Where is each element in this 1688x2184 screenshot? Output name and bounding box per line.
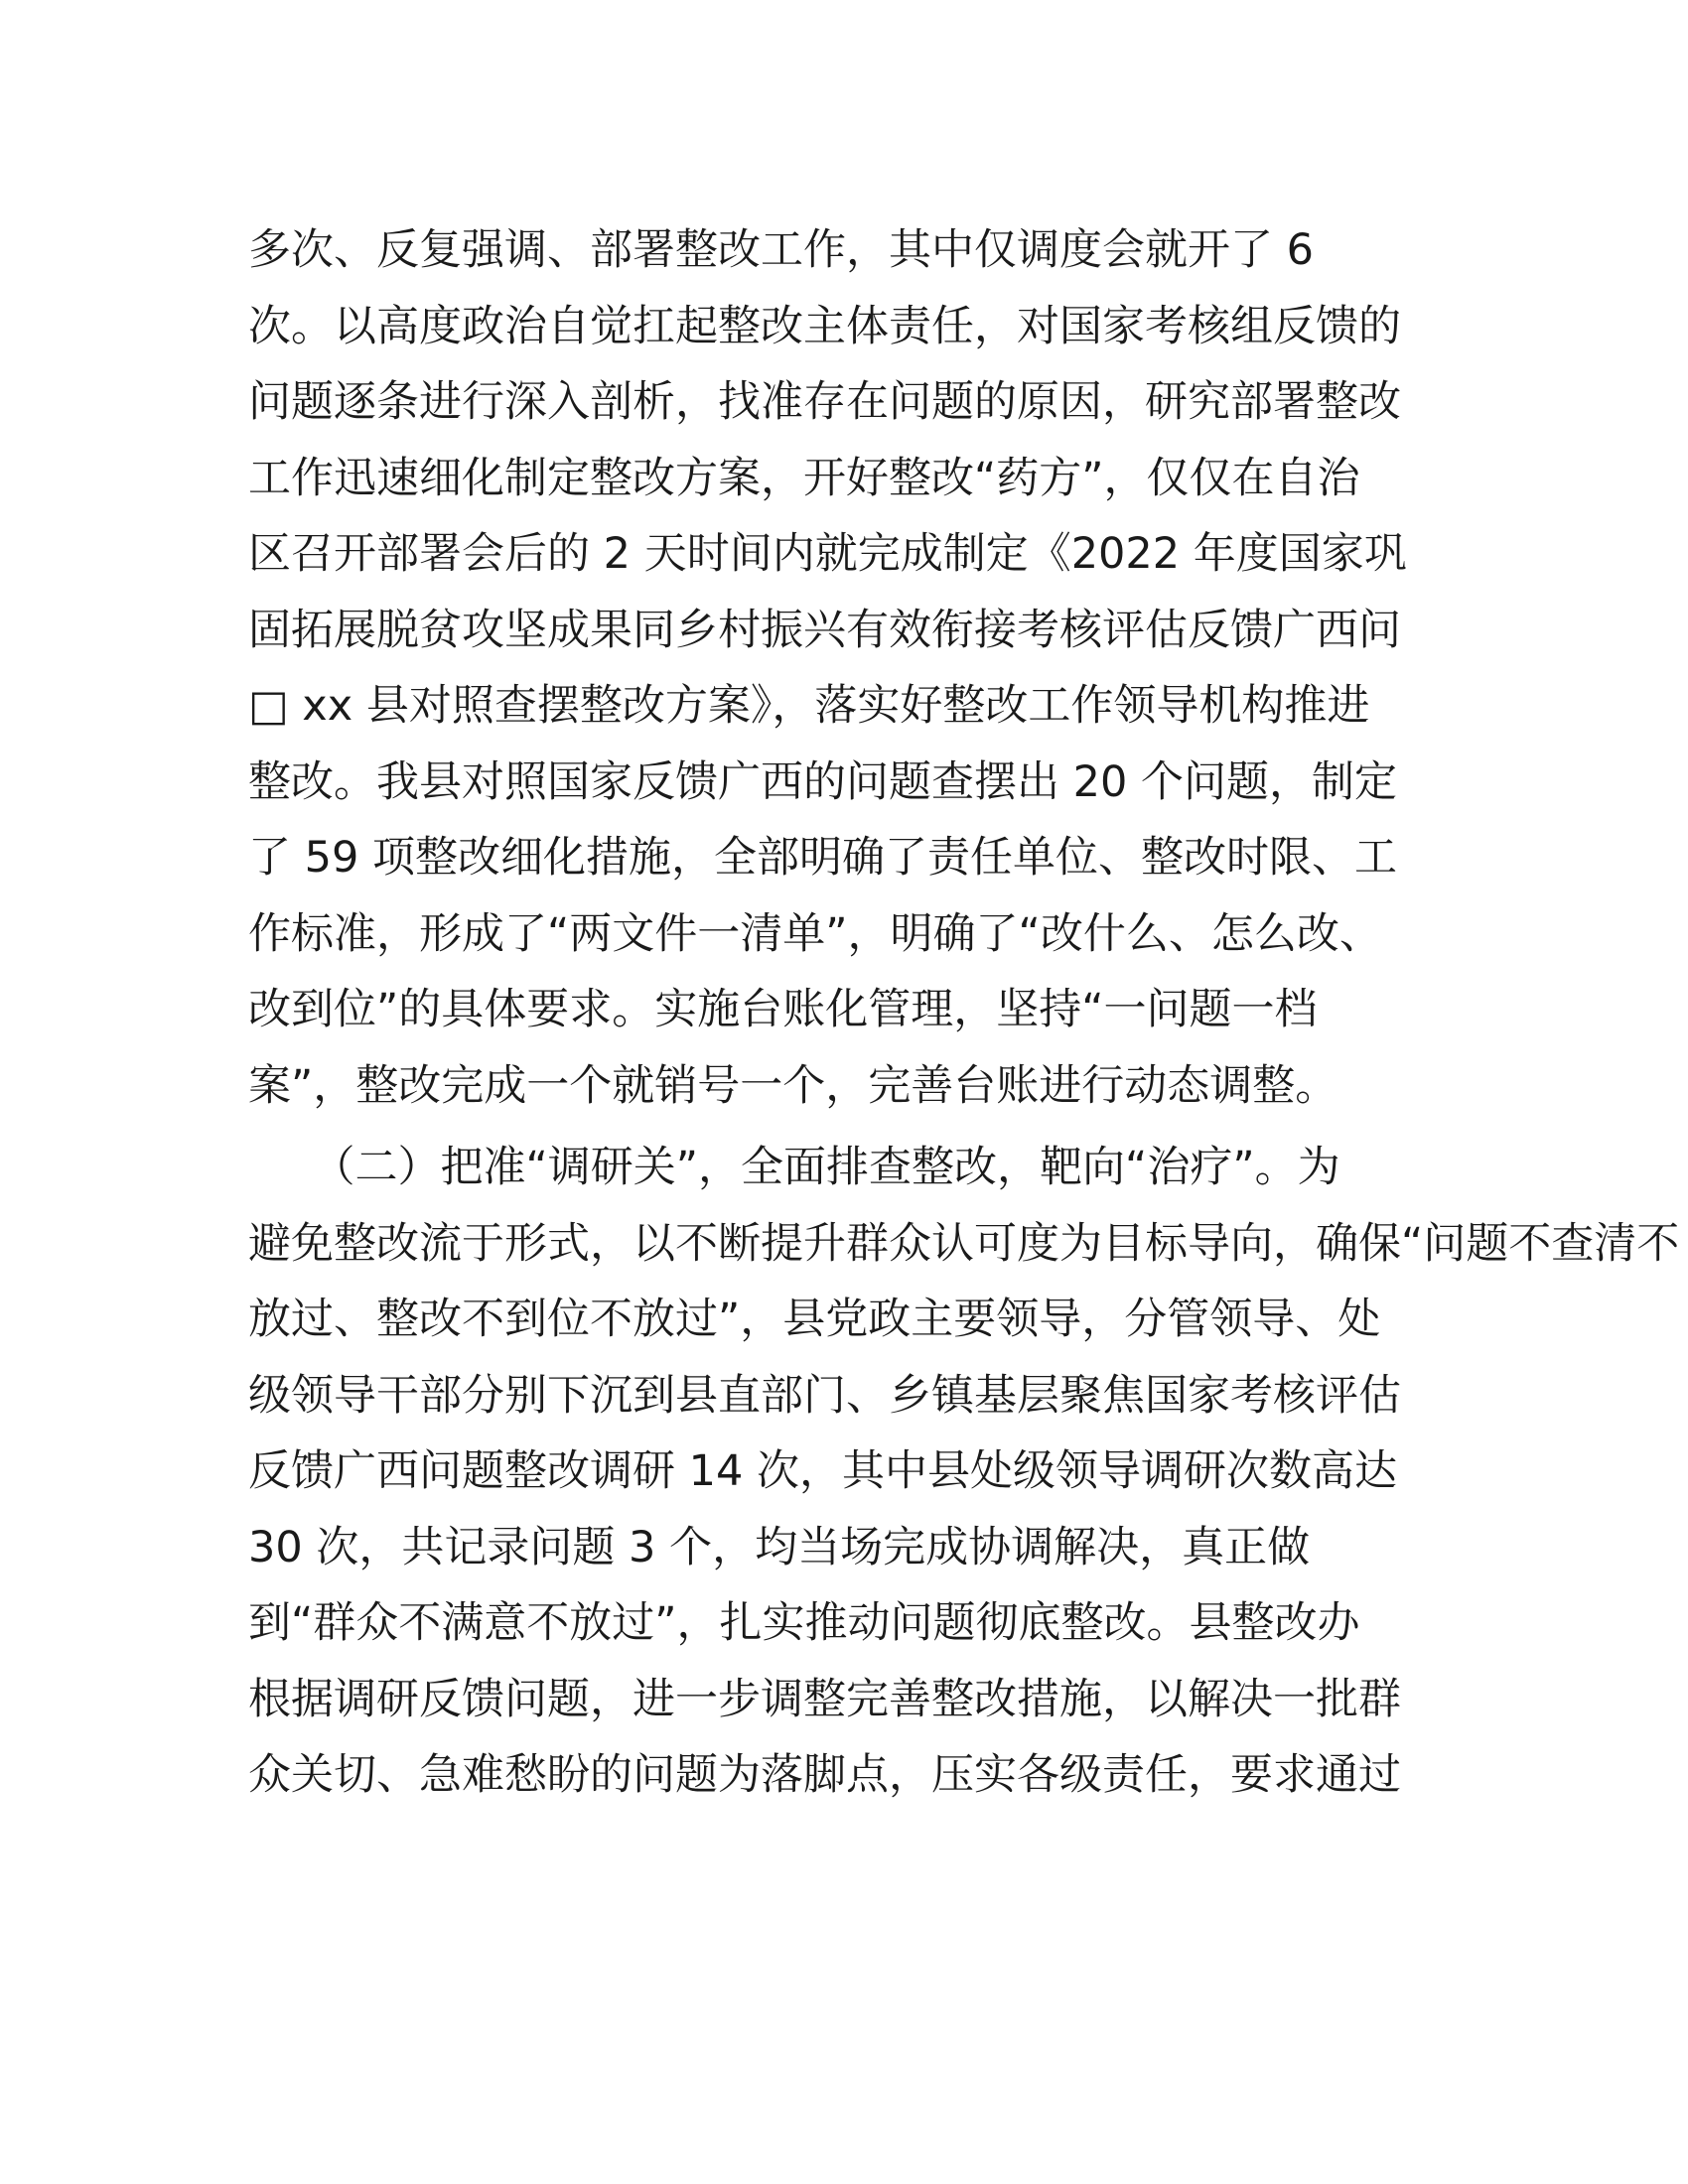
text-line-5: 区召开部署会后的 2 天时间内就完成制定《2022 年度国家巩 [248, 529, 1407, 579]
text-line-4: 工作迅速细化制定整改方案，开好整改“药方”，仅仅在自治 [248, 453, 1360, 503]
text-line-16: 级领导干部分别下沉到县直部门、乡镇基层聚焦国家考核评估 [248, 1370, 1401, 1421]
text-line-19: 到“群众不满意不放过”，扎实推动问题彻底整改。县整改办 [248, 1598, 1360, 1648]
text-line-18: 30 次，共记录问题 3 个，均当场完成协调解决，真正做 [248, 1522, 1311, 1572]
text-line-6: 固拓展脱贫攻坚成果同乡村振兴有效衔接考核评估反馈广西问 [248, 605, 1401, 655]
text-line-9: 了 59 项整改细化措施，全部明确了责任单位、整改时限、工 [248, 833, 1398, 883]
text-line-17: 反馈广西问题整改调研 14 次，其中县处级领导调研次数高达 [248, 1446, 1398, 1496]
text-line-11: 改到位”的具体要求。实施台账化管理，坚持“一问题一档 [248, 985, 1318, 1034]
text-line-15: 放过、整改不到位不放过”，县党政主要领导，分管领导、处 [248, 1295, 1381, 1344]
text-line-14: 避免整改流于形式，以不断提升群众认可度为目标导向，确保“问题不查清不 [248, 1218, 1680, 1269]
text-line-3: 问题逐条进行深入剖析，找准存在问题的原因，研究部署整改 [248, 377, 1401, 427]
section-heading-line: （二）把准“调研关”，全面排查整改，靶向“治疗”。为 [248, 1143, 1340, 1192]
text-line-21: 众关切、急难愁盼的问题为落脚点，压实各级责任，要求通过 [248, 1750, 1401, 1800]
text-line-7: □ xx 县对照查摆整改方案》，落实好整改工作领导机构推进 [248, 681, 1370, 731]
text-line-10: 作标准，形成了“两文件一清单”，明确了“改什么、怎么改、 [248, 908, 1382, 959]
text-line-2: 次。以高度政治自觉扛起整改主体责任，对国家考核组反馈的 [248, 301, 1401, 351]
text-line-8: 整改。我县对照国家反馈广西的问题查摆出 20 个问题，制定 [248, 756, 1398, 807]
text-line-20: 根据调研反馈问题，进一步调整完善整改措施，以解决一批群 [248, 1674, 1401, 1724]
text-line-1: 多次、反复强调、部署整改工作，其中仅调度会就开了 6 [248, 225, 1315, 275]
body-text [248, 212, 1680, 1814]
text-line-12: 案”，整改完成一个就销号一个，完善台账进行动态调整。 [248, 1060, 1338, 1111]
